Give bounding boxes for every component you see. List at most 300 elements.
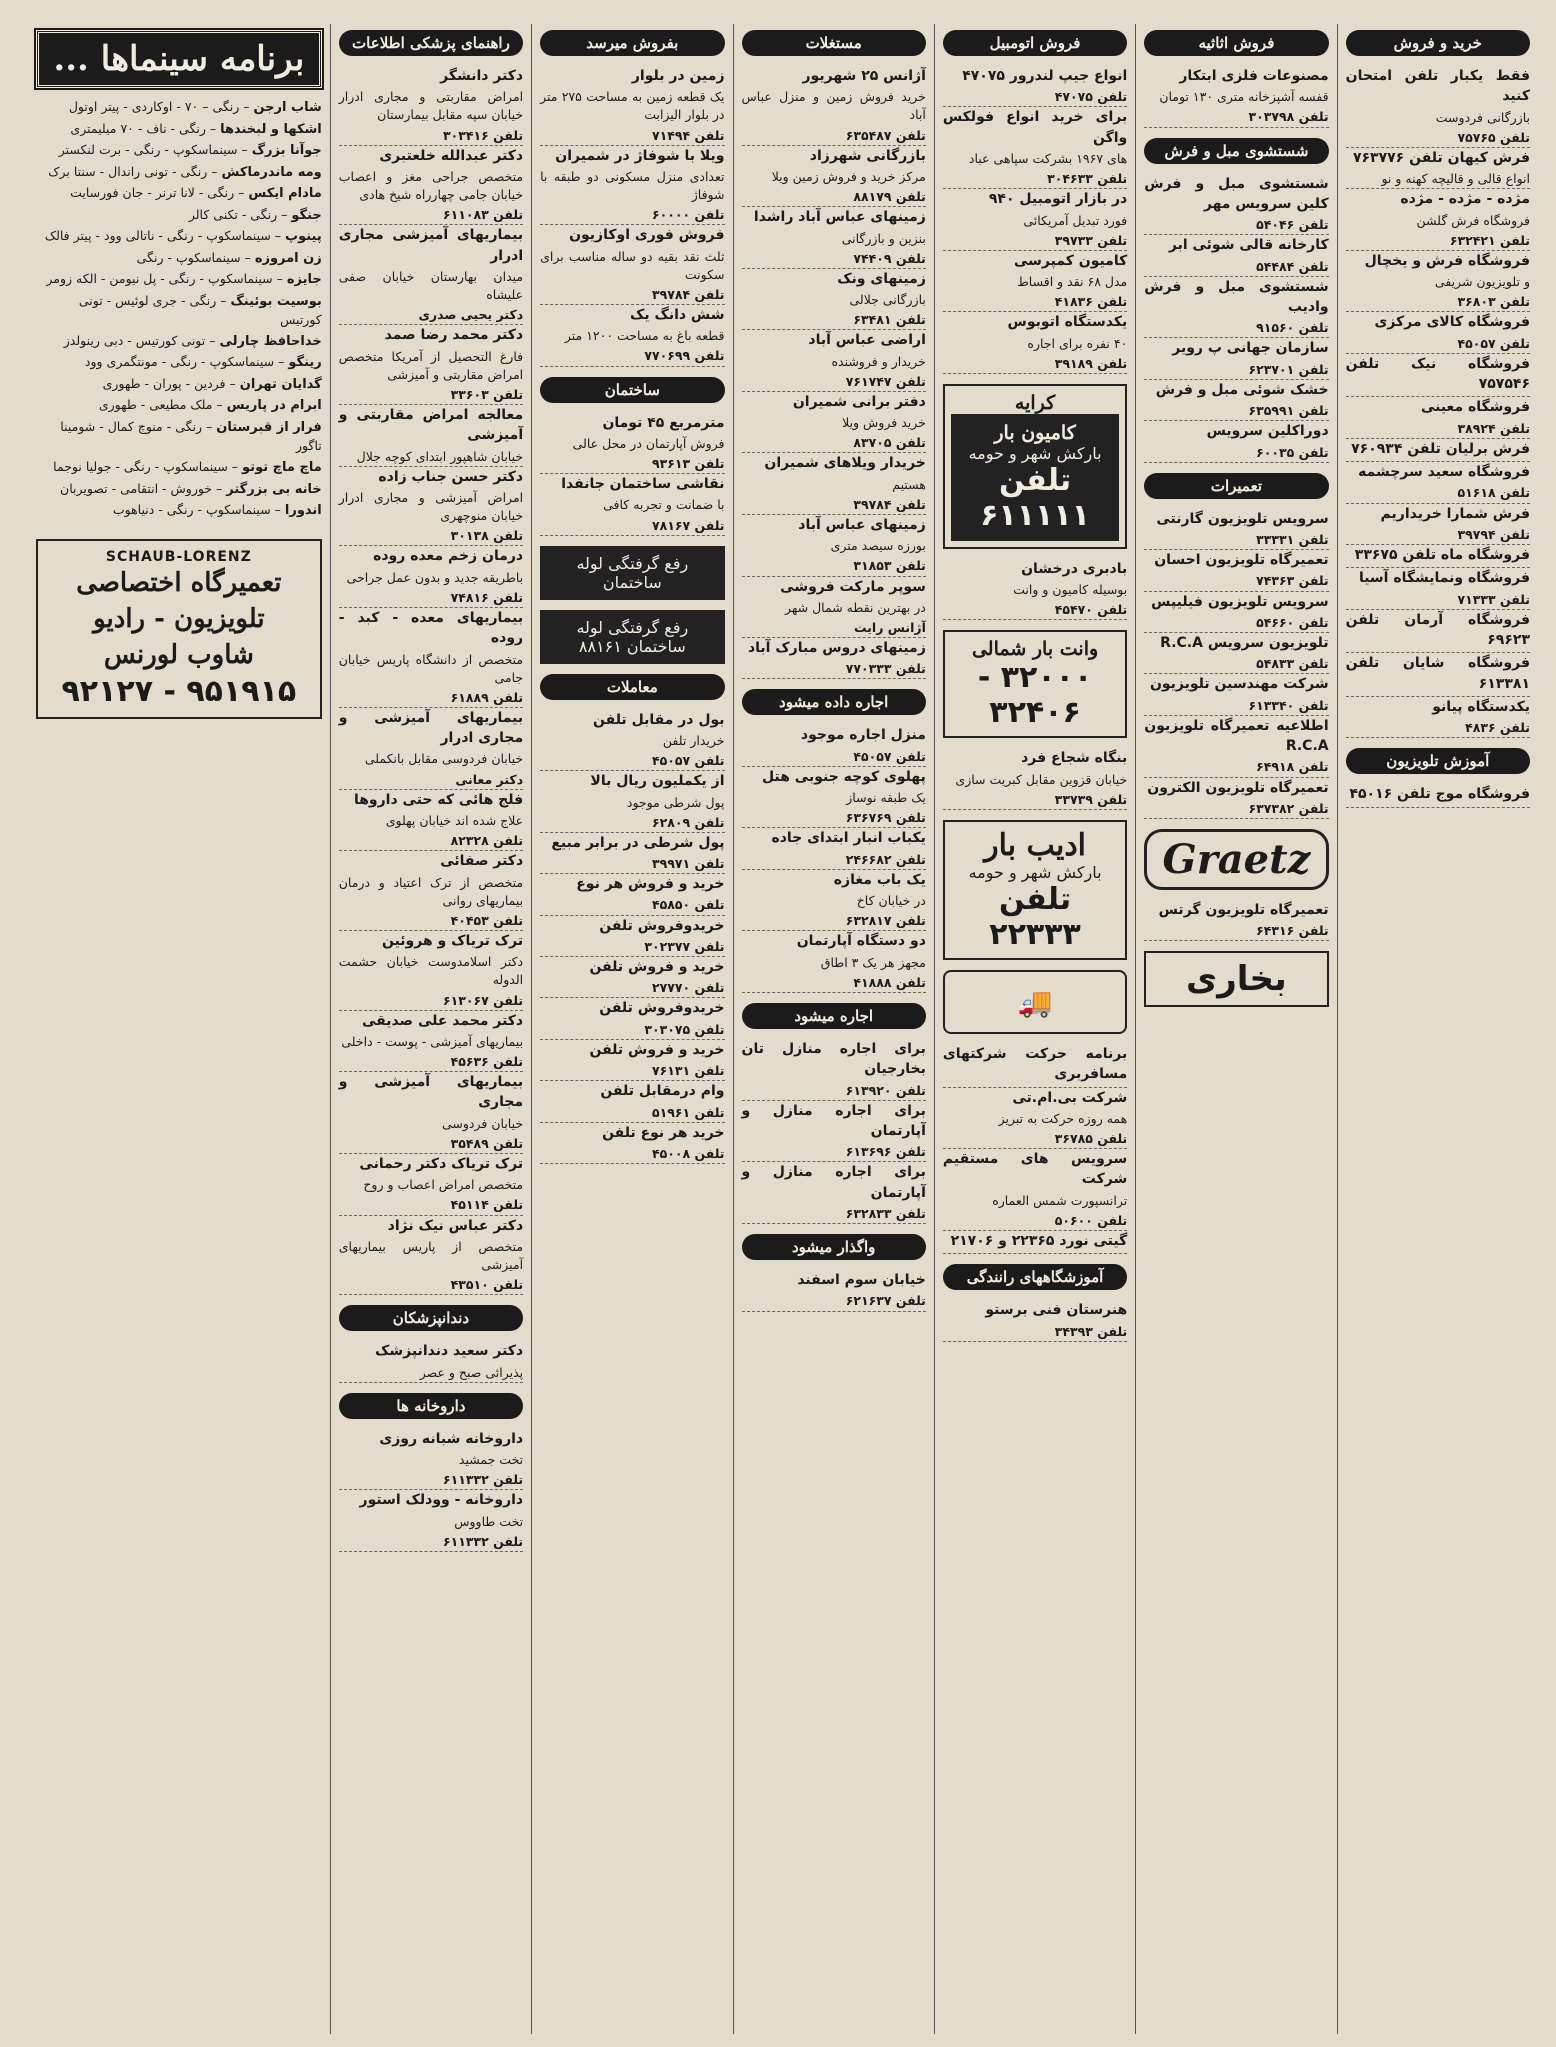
ad-title: سرویس های مستقیم شرکت	[942, 1151, 1128, 1188]
ad-title: زمین در بلوار	[631, 68, 725, 84]
ad-list-movers	[943, 559, 1127, 621]
cinema-name: گدایان تهران	[239, 376, 322, 392]
classified-ad	[1346, 462, 1530, 502]
ad-title: بیماریهای آمیزشی و مجاری	[338, 1074, 524, 1111]
classified-ad	[742, 392, 926, 453]
ad-phone: تلفن ۳۹۹۷۱	[651, 856, 725, 872]
ad-body: فارغ التحصیل از آمریکا متخصص امراض مقاربتی و آمیزشی	[338, 348, 524, 382]
ad-phone: تلفن ۶۰۰۳۵	[1256, 444, 1329, 460]
ad-phone: تلفن ۶۱۳۹۲۰	[845, 1082, 926, 1098]
ad-title: فروشگاه آرمان تلفن ۶۹۶۲۳	[1345, 611, 1530, 648]
classified-ad	[540, 916, 724, 956]
ad-phone: تلفن ۳۰۲۳۷۷	[644, 938, 725, 954]
ad-phone: تلفن ۴۷۰۷۵	[1054, 89, 1128, 105]
ad-body: خرید فروش ویلا	[842, 415, 926, 431]
ad-body: متخصص از پاریس بیماریهای آمیزشی	[338, 1238, 524, 1272]
ad-phone: تلفن ۶۳۵۴۸۷	[845, 127, 926, 143]
section-header-building: ساختمان	[540, 377, 724, 403]
ad-phone: تلفن ۶۳۲۸۱۷	[845, 913, 926, 929]
ad-list-real-estate	[742, 66, 926, 679]
ad-body: میدان بهارستان خیابان صفی علیشاه	[338, 268, 524, 303]
ad-body: امراض مقاربتی و مجاری ادرار خیابان سپه مقابل بیمارستان	[338, 89, 524, 123]
ad-phone: تلفن ۷۴۸۱۶	[450, 589, 524, 605]
section-header-dentists: دندانپزشکان	[339, 1305, 523, 1331]
ad-title: فروشگاه کالای مرکزی	[1374, 314, 1530, 331]
ad-body: متخصص از دانشگاه پاریس خیابان جامی	[338, 651, 524, 685]
ad-title: ترک تریاک و هروئین	[381, 932, 524, 949]
classified-ad	[1144, 421, 1328, 461]
classified-ad	[1144, 550, 1328, 590]
ad-title: مترمربع ۴۵ تومان	[602, 414, 725, 431]
ad-title: دکتر سعید دندانپزشک	[375, 1343, 524, 1360]
ad-list-pharmacies	[339, 1429, 523, 1552]
classified-ad	[742, 725, 926, 765]
ad-phone: دکتر معانی	[455, 771, 524, 787]
ad-title: برای اجاره منازل و آپارتمان	[741, 1164, 926, 1201]
ad-body: بازرگانی فردوست	[1435, 109, 1530, 125]
ad-phone: تلفن ۶۱۱۳۳۲	[442, 1533, 524, 1549]
ad-phone: تلفن ۶۲۱۶۳۷	[845, 1293, 926, 1309]
ad-body: متخصص از ترک اعتیاد و درمان بیماریهای روانی	[338, 874, 524, 908]
ad-title: دوراکلین سرویس	[1206, 423, 1329, 440]
classified-ad	[540, 1081, 724, 1121]
ad-title: خریدار ویلاهای شمیران	[764, 455, 926, 472]
column-furniture	[1135, 24, 1336, 2034]
box1-inner	[951, 414, 1119, 541]
ad-title: برای خرید انواع فولکس واگن	[942, 109, 1128, 146]
classified-ad	[339, 790, 523, 851]
ad-body: امراض آمیزشی و مجاری ادرار خیابان منوچهری	[338, 490, 524, 524]
cinema-info: – سینماسکوپ - رنگی - مونتگمری وود	[84, 354, 289, 370]
ad-phone: تلفن ۸۳۷۰۵	[853, 435, 926, 451]
ad-body: خریدار و فروشنده	[831, 353, 926, 369]
cinema-row	[36, 418, 322, 456]
ad-title: معالجه امراض مقاربتی و آمیزشی	[338, 406, 524, 444]
ad-phone: تلفن ۶۴۹۱۸	[1256, 759, 1329, 775]
section-header-for-sale: بفروش میرسد	[540, 30, 724, 56]
ad-title: سازمان جهانی پ رویر	[1172, 340, 1329, 357]
ad-body: فورد تبدیل آمریکائی	[1023, 212, 1128, 228]
ad-title: فروشگاه موج تلفن ۴۵۰۱۶	[1349, 786, 1530, 803]
ad-body: خریدار تلفن	[662, 732, 725, 748]
classified-ad	[742, 1270, 926, 1310]
classified-ad	[943, 559, 1127, 620]
ad-body: فروشگاه فرش گلشن	[1416, 212, 1530, 228]
ad-title: فرش برلیان تلفن ۷۶۰۹۳۴	[1351, 440, 1530, 457]
ad-body: متخصص جراحی مغز و اعصاب خیابان جامی چهارراه شیخ هادی	[338, 168, 524, 203]
classified-ad	[1346, 66, 1530, 147]
ad-body: پذیرائی صبح و عصر	[419, 1364, 524, 1380]
cinema-info: – رنگی - تونی راندال - سنتا برک	[48, 163, 222, 179]
ad-title: ترک تریاک دکتر رحمانی	[359, 1156, 524, 1173]
ad-body: علاج شده اند خیابان پهلوی	[385, 813, 524, 829]
ad-phone: تلفن ۳۳۶۰۳	[450, 386, 524, 402]
ad-title: خشک شوئی مبل و فرش	[1155, 381, 1329, 398]
ad-title: بیماریهای آمیزشی مجاری ادرار	[338, 227, 524, 264]
box3-line: ادیب بار	[984, 828, 1087, 863]
schaub-lorenz-ad	[36, 539, 322, 719]
ad-phone: تلفن ۶۴۳۱۶	[1256, 923, 1329, 939]
ad-title: پهلوی کوچه جنوبی هتل	[762, 768, 926, 785]
classified-ad	[540, 998, 724, 1038]
cinema-info: – رنگی - لانا ترنر - جان فورسایت	[70, 185, 249, 200]
ad-title: اراضی عباس آباد	[808, 332, 926, 349]
classified-ad	[540, 957, 724, 997]
ad-phone: تلفن ۷۷۰۶۹۹	[644, 348, 725, 364]
cinema-name: اندورا	[284, 503, 322, 518]
ad-divider	[540, 535, 724, 536]
classified-ad	[1144, 900, 1328, 940]
classified-ad	[339, 931, 523, 1010]
schaub-line-1: تعمیرگاه اختصاصی	[76, 567, 282, 598]
classified-ad	[540, 1040, 724, 1080]
ad-title: شش دانگ یک	[630, 307, 725, 324]
ad-title: تلویزیون سرویس R.C.A	[1160, 634, 1329, 651]
ad-phone: تلفن ۶۳۲۸۳۳	[845, 1205, 926, 1221]
classified-ad	[943, 312, 1127, 373]
cinema-row	[36, 353, 322, 373]
classified-ad	[943, 1149, 1127, 1230]
ad-phone: تلفن ۴۵۶۳۶	[450, 1054, 524, 1070]
ad-title: برای اجاره منازل تان بخارجیان	[741, 1040, 926, 1078]
ad-title: هنرستان فنی برستو	[985, 1302, 1128, 1319]
ad-phone: تلفن ۲۷۷۷۰	[651, 980, 725, 996]
classified-ad	[1346, 439, 1530, 459]
classified-ad	[1144, 633, 1328, 673]
classified-ad	[540, 710, 724, 771]
pipe-ad-1: رفع گرفتگی لوله ساختمان	[540, 546, 724, 600]
classified-ad	[1144, 338, 1328, 378]
classified-ad	[943, 1088, 1127, 1149]
section-header-pharmacies: داروخانه ها	[339, 1393, 523, 1419]
classified-ad	[1144, 380, 1328, 420]
section-header-repairs: تعمیرات	[1144, 473, 1328, 499]
ad-title: فروشگاه ونمایشگاه آسیا	[1358, 570, 1530, 587]
classified-ad	[1144, 592, 1328, 632]
ad-divider	[742, 1311, 926, 1312]
cinema-row	[36, 141, 322, 161]
ad-title: برنامه حرکت شرکتهای مسافربری	[942, 1046, 1128, 1083]
section-header-for-rent: اجاره داده میشود	[742, 689, 926, 715]
ad-phone: تلفن ۵۴۶۶۰	[1256, 614, 1329, 630]
ad-title: دکتر محمد علی صدیقی	[361, 1012, 524, 1029]
ad-phone: تلفن ۲۴۶۶۸۲	[845, 851, 926, 867]
ad-phone: تلفن ۹۳۶۱۳	[651, 455, 725, 471]
ad-body: تخت طاووس	[454, 1513, 524, 1529]
ad-phone: تلفن ۳۸۹۲۴	[1457, 420, 1530, 436]
ad-divider	[943, 1253, 1127, 1254]
ad-title: انواع جیپ لندرور ۴۷۰۷۵	[962, 68, 1128, 84]
cinema-info: – ملک مطیعی - طهوری	[98, 397, 227, 413]
ad-phone: تلفن ۳۹۱۸۹	[1054, 355, 1128, 371]
ad-body: بازرگانی جلالی	[849, 292, 926, 308]
cinema-info: – سینماسکوپ - رنگی - جولیا نوجما	[53, 459, 243, 474]
ad-phone: تلفن ۹۱۵۶۰	[1256, 320, 1329, 336]
ad-body: یک قطعه زمین به مساحت ۲۷۵ متر در بلوار الیزابت	[540, 89, 725, 123]
classified-ad	[339, 1072, 523, 1153]
section-header-buy-sell: خرید و فروش	[1346, 30, 1530, 56]
ad-phone: تلفن ۳۵۴۸۹	[450, 1135, 524, 1151]
ad-list-travel	[943, 1044, 1127, 1254]
ad-list-buy-sell	[1346, 66, 1530, 738]
ad-title: از یکملیون ریال بالا	[590, 773, 725, 790]
classified-ad	[339, 608, 523, 707]
classified-ad	[943, 66, 1127, 106]
ad-phone: دکتر یحیی صدری	[418, 307, 524, 323]
classified-ad	[943, 1300, 1127, 1340]
ad-divider	[339, 1551, 523, 1552]
cinema-name: ماچ ماچ توتو	[242, 460, 322, 475]
classified-ad	[742, 638, 926, 678]
cinema-info: – رنگی - جری لوئیس - تونی کورتیس	[78, 292, 322, 327]
ad-title: یکباب انبار ابتدای جاده	[771, 830, 926, 847]
ad-phone: تلفن ۷۶۱۷۴۷	[845, 373, 926, 389]
ad-title: تعمیرگاه تلویزیون الکترون	[1147, 779, 1329, 796]
ad-list-for-rent	[742, 725, 926, 992]
section-header-carpet-wash: شستشوی مبل و فرش	[1144, 138, 1328, 164]
ad-title: فروشگاه سعید سرچشمه	[1358, 464, 1530, 481]
cinema-name: خداحافظ چارلی	[219, 333, 322, 349]
ad-divider	[943, 1341, 1127, 1342]
truck-icon: 🚚	[943, 970, 1127, 1034]
classified-ad	[1346, 354, 1530, 395]
classified-ad	[742, 515, 926, 576]
classified-ad	[1144, 277, 1328, 338]
bukhari-ad: بخاری	[1144, 951, 1328, 1007]
ad-list-transfer	[742, 1270, 926, 1311]
ad-divider	[943, 619, 1127, 620]
ad-body: خیابان شاهپور ابتدای کوچه جلال	[356, 448, 524, 464]
ad-body: های ۱۹۶۷ بشرکت سپاهی عباد	[968, 151, 1128, 167]
cinema-name: فرار از قبرستان	[216, 419, 322, 435]
classified-ad	[1346, 251, 1530, 312]
ad-phone: تلفن ۷۵۷۶۵	[1457, 129, 1530, 145]
ad-title: داروخانه شبانه روزی	[379, 1430, 524, 1447]
ad-phone: تلفن ۳۶۷۸۵	[1054, 1131, 1128, 1147]
classified-ad	[742, 577, 926, 638]
ad-title: بیماریهای معده - کبد - روده	[338, 609, 524, 647]
ad-body: بنزین و بازرگانی	[841, 230, 926, 246]
classified-ad	[1346, 697, 1530, 737]
ad-divider	[943, 373, 1127, 374]
ad-list-deals	[540, 710, 724, 1164]
cinema-info: – سینماسکوپ - رنگی - دنیاهوب	[112, 502, 285, 517]
ad-title: شرکت بی.ام.تی	[1012, 1089, 1128, 1106]
ad-body: بوسیله کامیون و وانت	[1013, 582, 1128, 598]
ad-phone: تلفن ۳۹۷۹۴	[1457, 526, 1530, 542]
ad-title: ویلا با شوفاژ در شمیران	[555, 147, 725, 164]
ad-phone: تلفن ۳۰۳۷۹۸	[1248, 109, 1329, 125]
box3-sub: بارکش شهر و حومه	[968, 863, 1102, 882]
section-header-real-estate: مستغلات	[742, 30, 926, 56]
ad-title: خریدوفروش تلفن	[599, 1000, 725, 1017]
section-header-cars: فروش اتومبیل	[943, 30, 1127, 56]
classified-ad	[540, 66, 724, 145]
cinema-name: رینگو	[288, 355, 322, 371]
ad-body: مجهز هر یک ۳ اطاق	[820, 954, 926, 970]
cinema-name: جنگو	[291, 207, 322, 223]
classified-ad	[742, 870, 926, 931]
ad-phone: تلفن ۴۵۰۰۸	[651, 1146, 725, 1161]
ad-title: در بازار اتومبیل ۹۴۰	[988, 191, 1128, 208]
box2-line: وانت بار شمالی	[971, 638, 1099, 661]
classified-ad	[540, 771, 724, 832]
ad-body: یک طبقه نوساز	[846, 790, 926, 806]
box1-top: کرایه	[1014, 391, 1056, 414]
classified-ad	[742, 146, 926, 207]
ad-title: خرید و فروش هر نوع	[576, 876, 725, 893]
classified-ad	[339, 66, 523, 145]
box1-line: کامیون بار	[994, 421, 1076, 444]
section-header-wanted-rent: اجاره میشود	[742, 1003, 926, 1029]
ad-phone: تلفن ۴۵۱۱۴	[450, 1197, 524, 1213]
ad-title: یکدستگاه پیانو	[1432, 698, 1530, 715]
ad-phone: تلفن ۴۱۸۸۸	[853, 974, 926, 990]
box1-tel: تلفن ۶۱۱۱۱۱	[980, 462, 1090, 533]
ad-phone: تلفن ۵۰۶۰۰	[1054, 1212, 1128, 1228]
ad-body: قفسه آشپزخانه متری ۱۳۰ تومان	[1159, 89, 1329, 105]
classified-ad	[1346, 189, 1530, 250]
ad-title: دکتر صفائی	[440, 853, 524, 870]
ad-divider	[742, 1223, 926, 1224]
classified-ad	[339, 467, 523, 546]
cinema-info: – سینماسکوپ - رنگی - پل نیومن - الکه زومر	[46, 271, 287, 286]
ad-body: تعدادی منزل مسکونی دو طبقه با شوفاژ	[540, 168, 725, 203]
ad-divider	[1346, 807, 1530, 808]
classified-ad	[1346, 504, 1530, 544]
ad-divider	[1346, 737, 1530, 738]
schaub-brand: SCHAUB-LORENZ	[105, 548, 252, 565]
ad-body: ۴۰ نفره برای اجاره	[1027, 335, 1128, 351]
ad-divider	[1144, 127, 1328, 128]
truck-ad-box-2	[943, 630, 1127, 738]
ad-body: انواع قالی و قالیچه کهنه و نو	[1381, 171, 1530, 187]
ad-title: برای اجاره منازل و آپارتمان	[741, 1102, 926, 1139]
ad-phone: تلفن ۶۳۲۴۲۱	[1449, 232, 1530, 248]
ad-divider	[1144, 818, 1328, 819]
classified-ad	[1144, 716, 1328, 777]
ad-title: بیماریهای آمیزشی و مجاری ادرار	[338, 709, 524, 747]
classified-ad	[1346, 312, 1530, 352]
ad-title: تعمیرگاه تلویزیون گرتس	[1158, 901, 1329, 918]
cinema-row	[36, 396, 322, 416]
ad-phone: تلفن ۴۵۰۵۷	[853, 748, 926, 764]
cinema-row	[36, 163, 322, 183]
ad-divider	[1144, 462, 1328, 463]
box2-tel: ۳۲۰۰۰ - ۳۲۴۰۶	[977, 660, 1093, 731]
ad-phone: تلفن ۳۹۷۳۳	[1054, 232, 1128, 248]
classified-ad	[540, 305, 724, 366]
cinema-name: ابرام در پاریس	[226, 398, 322, 414]
classified-ad	[742, 1162, 926, 1223]
ad-title: دو دستگاه آپارتمان	[796, 933, 926, 950]
ad-body: باطریقه جدید و بدون عمل جراحی	[346, 569, 524, 585]
classified-ad	[339, 1011, 523, 1072]
column-buy-sell	[1337, 24, 1538, 2034]
schaub-line-3: شاوب لورنس	[103, 640, 254, 671]
ad-divider	[540, 366, 724, 367]
classified-ad	[540, 225, 724, 304]
ad-list-wanted-rent	[742, 1039, 926, 1224]
classified-ad	[540, 474, 724, 535]
ad-list-repairs	[1144, 509, 1328, 819]
ad-title: آژانس ۲۵ شهریور	[802, 68, 926, 84]
ad-list-driving	[943, 1300, 1127, 1341]
schaub-line-2: تلویزیون - رادیو	[93, 603, 265, 634]
classified-ad	[943, 107, 1127, 188]
ad-title: درمان زخم معده روده	[373, 548, 524, 565]
ad-phone: تلفن ۶۳۴۸۱	[853, 312, 926, 328]
column-medical	[330, 24, 531, 2034]
cinema-list	[36, 98, 322, 523]
ad-phone: تلفن ۶۱۱۰۸۳	[442, 207, 524, 223]
ad-title: خرید هر نوع تلفن	[602, 1124, 725, 1141]
ad-title: پول شرطی در برابر مبیع	[551, 834, 725, 851]
ad-title: بازرگانی شهرزاد	[809, 147, 926, 164]
ad-list-carpet-wash	[1144, 174, 1328, 463]
ad-phone: تلفن ۴۵۰۵۷	[1457, 335, 1530, 351]
ad-body: بیماریهای آمیزشی - پوست - داخلی	[341, 1033, 524, 1049]
ad-title: خرید و فروش تلفن	[589, 1041, 725, 1058]
ad-title: سرویس تلویزیون فیلیپس	[1151, 593, 1329, 610]
ad-phone: تلفن ۳۰۳۴۱۶	[442, 127, 524, 143]
ad-list-for-sale	[540, 66, 724, 367]
classified-ad	[742, 1101, 926, 1162]
cinema-info: – رنگی – ۷۰ - اوکاردی - پیتر اوتول	[68, 99, 254, 114]
ad-phone: تلفن ۴۵۴۷۰	[1054, 602, 1128, 618]
ad-phone: تلفن ۳۱۸۵۳	[853, 558, 926, 574]
ad-title: منزل اجاره موجود	[800, 727, 926, 744]
cinema-info: – تونی کورتیس - دبی رینولدز	[63, 332, 220, 348]
ad-title: فرش کیهان تلفن ۷۶۳۷۷۶	[1352, 149, 1530, 166]
truck-ad-box-1	[943, 384, 1127, 549]
classified-ad	[943, 251, 1127, 312]
cinema-info: – رنگی - منوچ کمال - شومینا تاگور	[60, 418, 322, 454]
classified-ad	[339, 851, 523, 930]
classified-ad	[540, 413, 724, 474]
ad-title: خریدوفروش تلفن	[599, 917, 725, 934]
ad-phone: تلفن ۷۱۴۹۴	[651, 127, 725, 143]
box3-tel: تلفن ۲۲۳۳۳	[989, 882, 1081, 952]
cinema-name: پینوپ	[285, 229, 322, 244]
classified-ad	[1346, 784, 1530, 804]
classified-ad	[339, 708, 523, 789]
classified-ad	[1144, 509, 1328, 549]
classified-ad	[1144, 778, 1328, 818]
ad-phone: تلفن ۶۲۸۰۹	[651, 814, 725, 830]
ad-title: بول در مقابل تلفن	[593, 711, 725, 728]
cinema-row	[36, 458, 322, 478]
cinema-row	[36, 184, 322, 204]
cinema-row	[36, 332, 322, 352]
classified-ad	[1346, 568, 1530, 608]
ad-phone: تلفن ۳۰۳۰۷۵	[644, 1021, 725, 1037]
classified-ad	[339, 546, 523, 607]
ad-phone: تلفن ۵۱۹۶۱	[651, 1104, 725, 1120]
classified-ad	[742, 767, 926, 828]
cinema-info: – سینماسکوپ - رنگی	[136, 249, 255, 265]
cinema-name: اشکها و لبخندها	[220, 121, 322, 137]
section-header-transfer: واگذار میشود	[742, 1234, 926, 1260]
ad-list-cars	[943, 66, 1127, 374]
column-cars	[934, 24, 1135, 2034]
ad-phone: تلفن ۳۳۳۳۱	[1256, 531, 1329, 547]
ad-body: ثلث نقد بقیه دو ساله مناسب برای سکونت	[540, 248, 725, 282]
ad-title: فقط یکبار تلفن امتحان کنید	[1345, 68, 1530, 105]
ad-title: دکتر عبدالله خلعتبری	[379, 147, 524, 164]
ad-title: شستشوی مبل و فرش کلین سرویس مهر	[1144, 175, 1329, 212]
ad-phone: تلفن ۵۴۰۴۶	[1256, 217, 1329, 233]
